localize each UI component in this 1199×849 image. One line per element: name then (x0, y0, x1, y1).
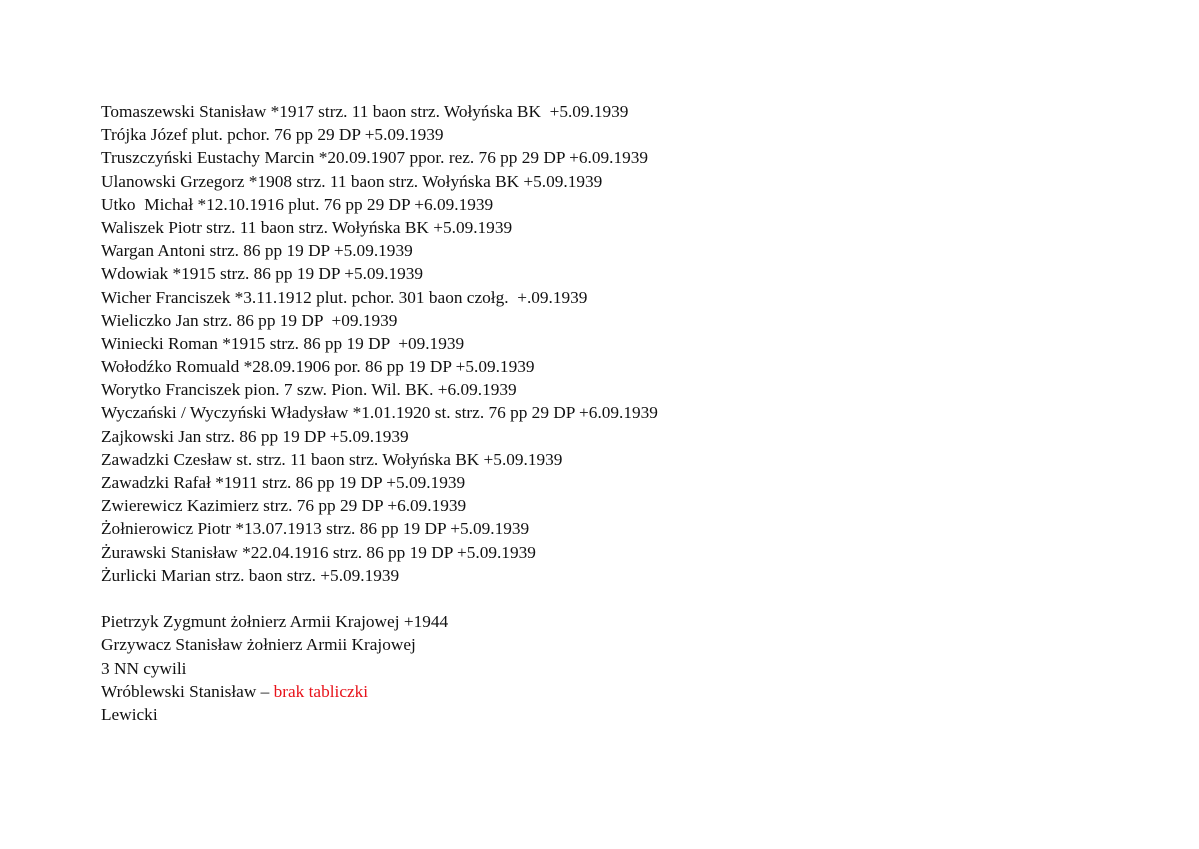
list-item: Zajkowski Jan strz. 86 pp 19 DP +5.09.1939 (101, 426, 409, 446)
list-item: Zawadzki Czesław st. strz. 11 baon strz. Wołyńska BK +5.09.1939 (101, 449, 563, 469)
names-list (101, 100, 1151, 726)
wroblewski-name: Wróblewski Stanisław – (101, 681, 274, 701)
list-item: Wdowiak *1915 strz. 86 pp 19 DP +5.09.1939 (101, 264, 424, 284)
list-item: Winiecki Roman *1915 strz. 86 pp 19 DP +09.1939 (101, 333, 465, 353)
list-item: Żołnierowicz Piotr *13.07.1913 strz. 86 pp 19 DP +5.09.1939 (101, 519, 530, 539)
section-spacer (101, 587, 1151, 610)
list-item: Wyczański / Wyczyński Władysław *1.01.1920 st. strz. 76 pp 29 DP +6.09.1939 (101, 403, 658, 423)
list-item: Zawadzki Rafał *1911 strz. 86 pp 19 DP +5.09.1939 (101, 473, 466, 492)
list-item-nn: 3 NN cywili (101, 658, 187, 678)
list-item: Wołodźko Romuald *28.09.1906 por. 86 pp 19 DP +5.09.1939 (101, 357, 535, 377)
list-item: Wieliczko Jan strz. 86 pp 19 DP +09.1939 (101, 310, 398, 330)
list-item: Zwierewicz Kazimierz strz. 76 pp 29 DP +6.09.1939 (101, 496, 467, 516)
list-item: Trójka Józef plut. pchor. 76 pp 29 DP +5.09.1939 (101, 125, 444, 145)
missing-plaque-note: brak tabliczki (273, 681, 369, 701)
list-item: Truszczyński Eustachy Marcin *20.09.1907 ppor. rez. 76 pp 29 DP +6.09.1939 (101, 148, 649, 168)
list-item-wroblewski (101, 680, 1151, 703)
list-item-pietrzyk: Pietrzyk Zygmunt żołnierz Armii Krajowej +1944 (101, 612, 449, 632)
list-item: Utko Michał *12.10.1916 plut. 76 pp 29 DP +6.09.1939 (101, 194, 494, 214)
list-item: Tomaszewski Stanisław *1917 strz. 11 baon strz. Wołyńska BK +5.09.1939 (101, 102, 629, 121)
list-item-grzywacz: Grzywacz Stanisław żołnierz Armii Krajowej (101, 635, 416, 655)
list-item: Żurawski Stanisław *22.04.1916 strz. 86 pp 19 DP +5.09.1939 (101, 542, 536, 562)
list-item: Ulanowski Grzegorz *1908 strz. 11 baon strz. Wołyńska BK +5.09.1939 (101, 171, 603, 191)
list-item: Worytko Franciszek pion. 7 szw. Pion. Wil. BK. +6.09.1939 (101, 380, 517, 400)
list-item: Waliszek Piotr strz. 11 baon strz. Wołyńska BK +5.09.1939 (101, 217, 513, 237)
list-item: Wicher Franciszek *3.11.1912 plut. pchor. 301 baon czołg. +.09.1939 (101, 287, 588, 307)
list-item: Wargan Antoni strz. 86 pp 19 DP +5.09.1939 (101, 241, 413, 261)
list-item: Żurlicki Marian strz. baon strz. +5.09.1939 (101, 565, 400, 585)
list-item-lewicki: Lewicki (101, 704, 158, 724)
